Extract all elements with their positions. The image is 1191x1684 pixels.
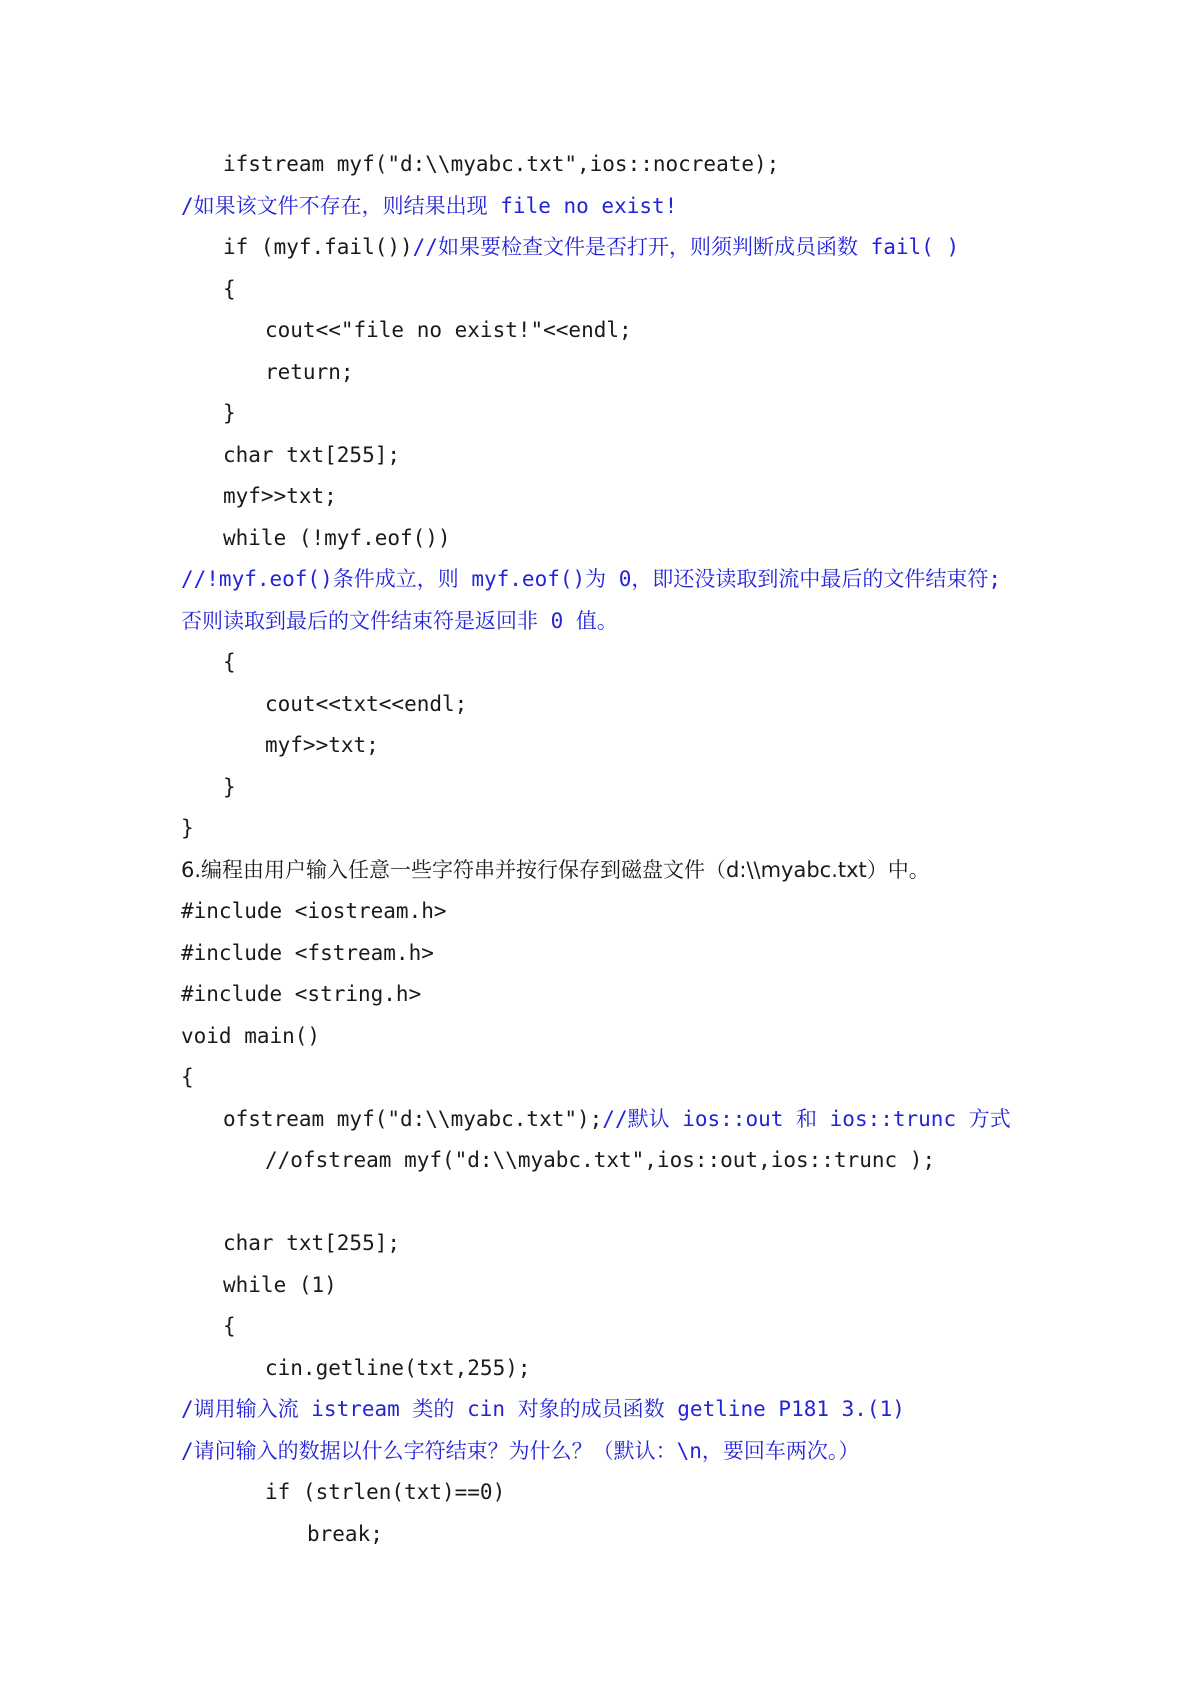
document-line [181, 607, 618, 635]
document-line [181, 1063, 194, 1091]
document-line [307, 1520, 383, 1548]
document-line [223, 150, 779, 178]
code-text: { [223, 650, 236, 674]
document-line [265, 1146, 935, 1174]
code-text: #include <iostream.h> [181, 899, 447, 923]
document-line [265, 1478, 505, 1506]
document-line [181, 1437, 859, 1465]
comment-text: /如果该文件不存在，则结果出现 file no exist! [181, 193, 678, 218]
code-text: cin.getline(txt,255); [265, 1355, 531, 1380]
document-line [223, 1312, 236, 1340]
document-line [181, 1022, 320, 1050]
inline-comment: //默认 ios::out 和 ios::trunc 方式 [602, 1106, 1011, 1131]
code-text: ofstream myf("d:\\myabc.txt"); [223, 1106, 603, 1131]
code-text: } [223, 401, 236, 425]
code-text: } [223, 774, 236, 799]
code-text: #include <fstream.h> [181, 940, 434, 965]
document-line [265, 1354, 531, 1382]
inline-comment: //如果要检查文件是否打开，则须判断成员函数 fail( ) [412, 235, 960, 259]
code-text: myf>>txt; [265, 733, 379, 757]
code-text: cout<<"file no exist!"<<endl; [265, 318, 632, 342]
document-line [181, 565, 1001, 593]
code-text: { [181, 1065, 194, 1089]
document-line [223, 648, 236, 676]
code-text: char txt[255]; [223, 442, 401, 467]
document-line [223, 773, 236, 801]
comment-text: 否则读取到最后的文件结束符是返回非 0 值。 [181, 608, 618, 633]
document-line [223, 1229, 400, 1257]
document-line [223, 1105, 1011, 1133]
comment-text: /请问输入的数据以什么字符结束？为什么？（默认：\n，要回车两次。） [181, 1438, 860, 1463]
document-line [181, 856, 930, 884]
code-text: myf>>txt; [223, 484, 337, 508]
document-line [265, 316, 632, 344]
document-line [265, 690, 467, 718]
document-line [223, 441, 400, 469]
document-line [223, 482, 337, 510]
document-line [223, 275, 236, 303]
code-text: break; [307, 1521, 383, 1546]
code-text: { [223, 1314, 236, 1338]
code-text: } [181, 816, 194, 840]
code-text: while (!myf.eof()) [223, 525, 451, 550]
code-text: if (myf.fail()) [223, 235, 413, 259]
code-text: ifstream myf("d:\\myabc.txt",ios::nocreate); [223, 152, 780, 176]
section-heading: 6.编程由用户输入任意一些字符串并按行保存到磁盘文件（d:\\myabc.txt）中。 [181, 857, 930, 882]
code-text: void main() [181, 1023, 321, 1048]
code-text: { [223, 276, 236, 301]
document-line [181, 939, 434, 967]
code-text: if (strlen(txt)==0) [265, 1480, 506, 1504]
code-text: //ofstream myf("d:\\myabc.txt",ios::out,ios::trunc ); [265, 1148, 936, 1172]
document-line [181, 897, 447, 925]
document-line [181, 980, 421, 1008]
document-line [181, 814, 194, 842]
code-text: while (1) [223, 1272, 337, 1297]
comment-text: //!myf.eof()条件成立，则 myf.eof()为 0，即还没读取到流中最后的文件结束符; [181, 567, 1002, 591]
code-text: cout<<txt<<endl; [265, 691, 468, 716]
document-line [181, 1395, 905, 1423]
code-text: char txt[255]; [223, 1231, 401, 1255]
code-text: #include <string.h> [181, 982, 422, 1006]
document-line [181, 192, 677, 220]
document-line [223, 1271, 337, 1299]
document-line [265, 731, 379, 759]
code-text: return; [265, 359, 354, 384]
document-line [223, 233, 959, 261]
comment-text: /调用输入流 istream 类的 cin 对象的成员函数 getline P181 3.(1) [181, 1397, 905, 1421]
document-line [223, 524, 451, 552]
document-line [223, 399, 236, 427]
document-line [265, 358, 354, 386]
